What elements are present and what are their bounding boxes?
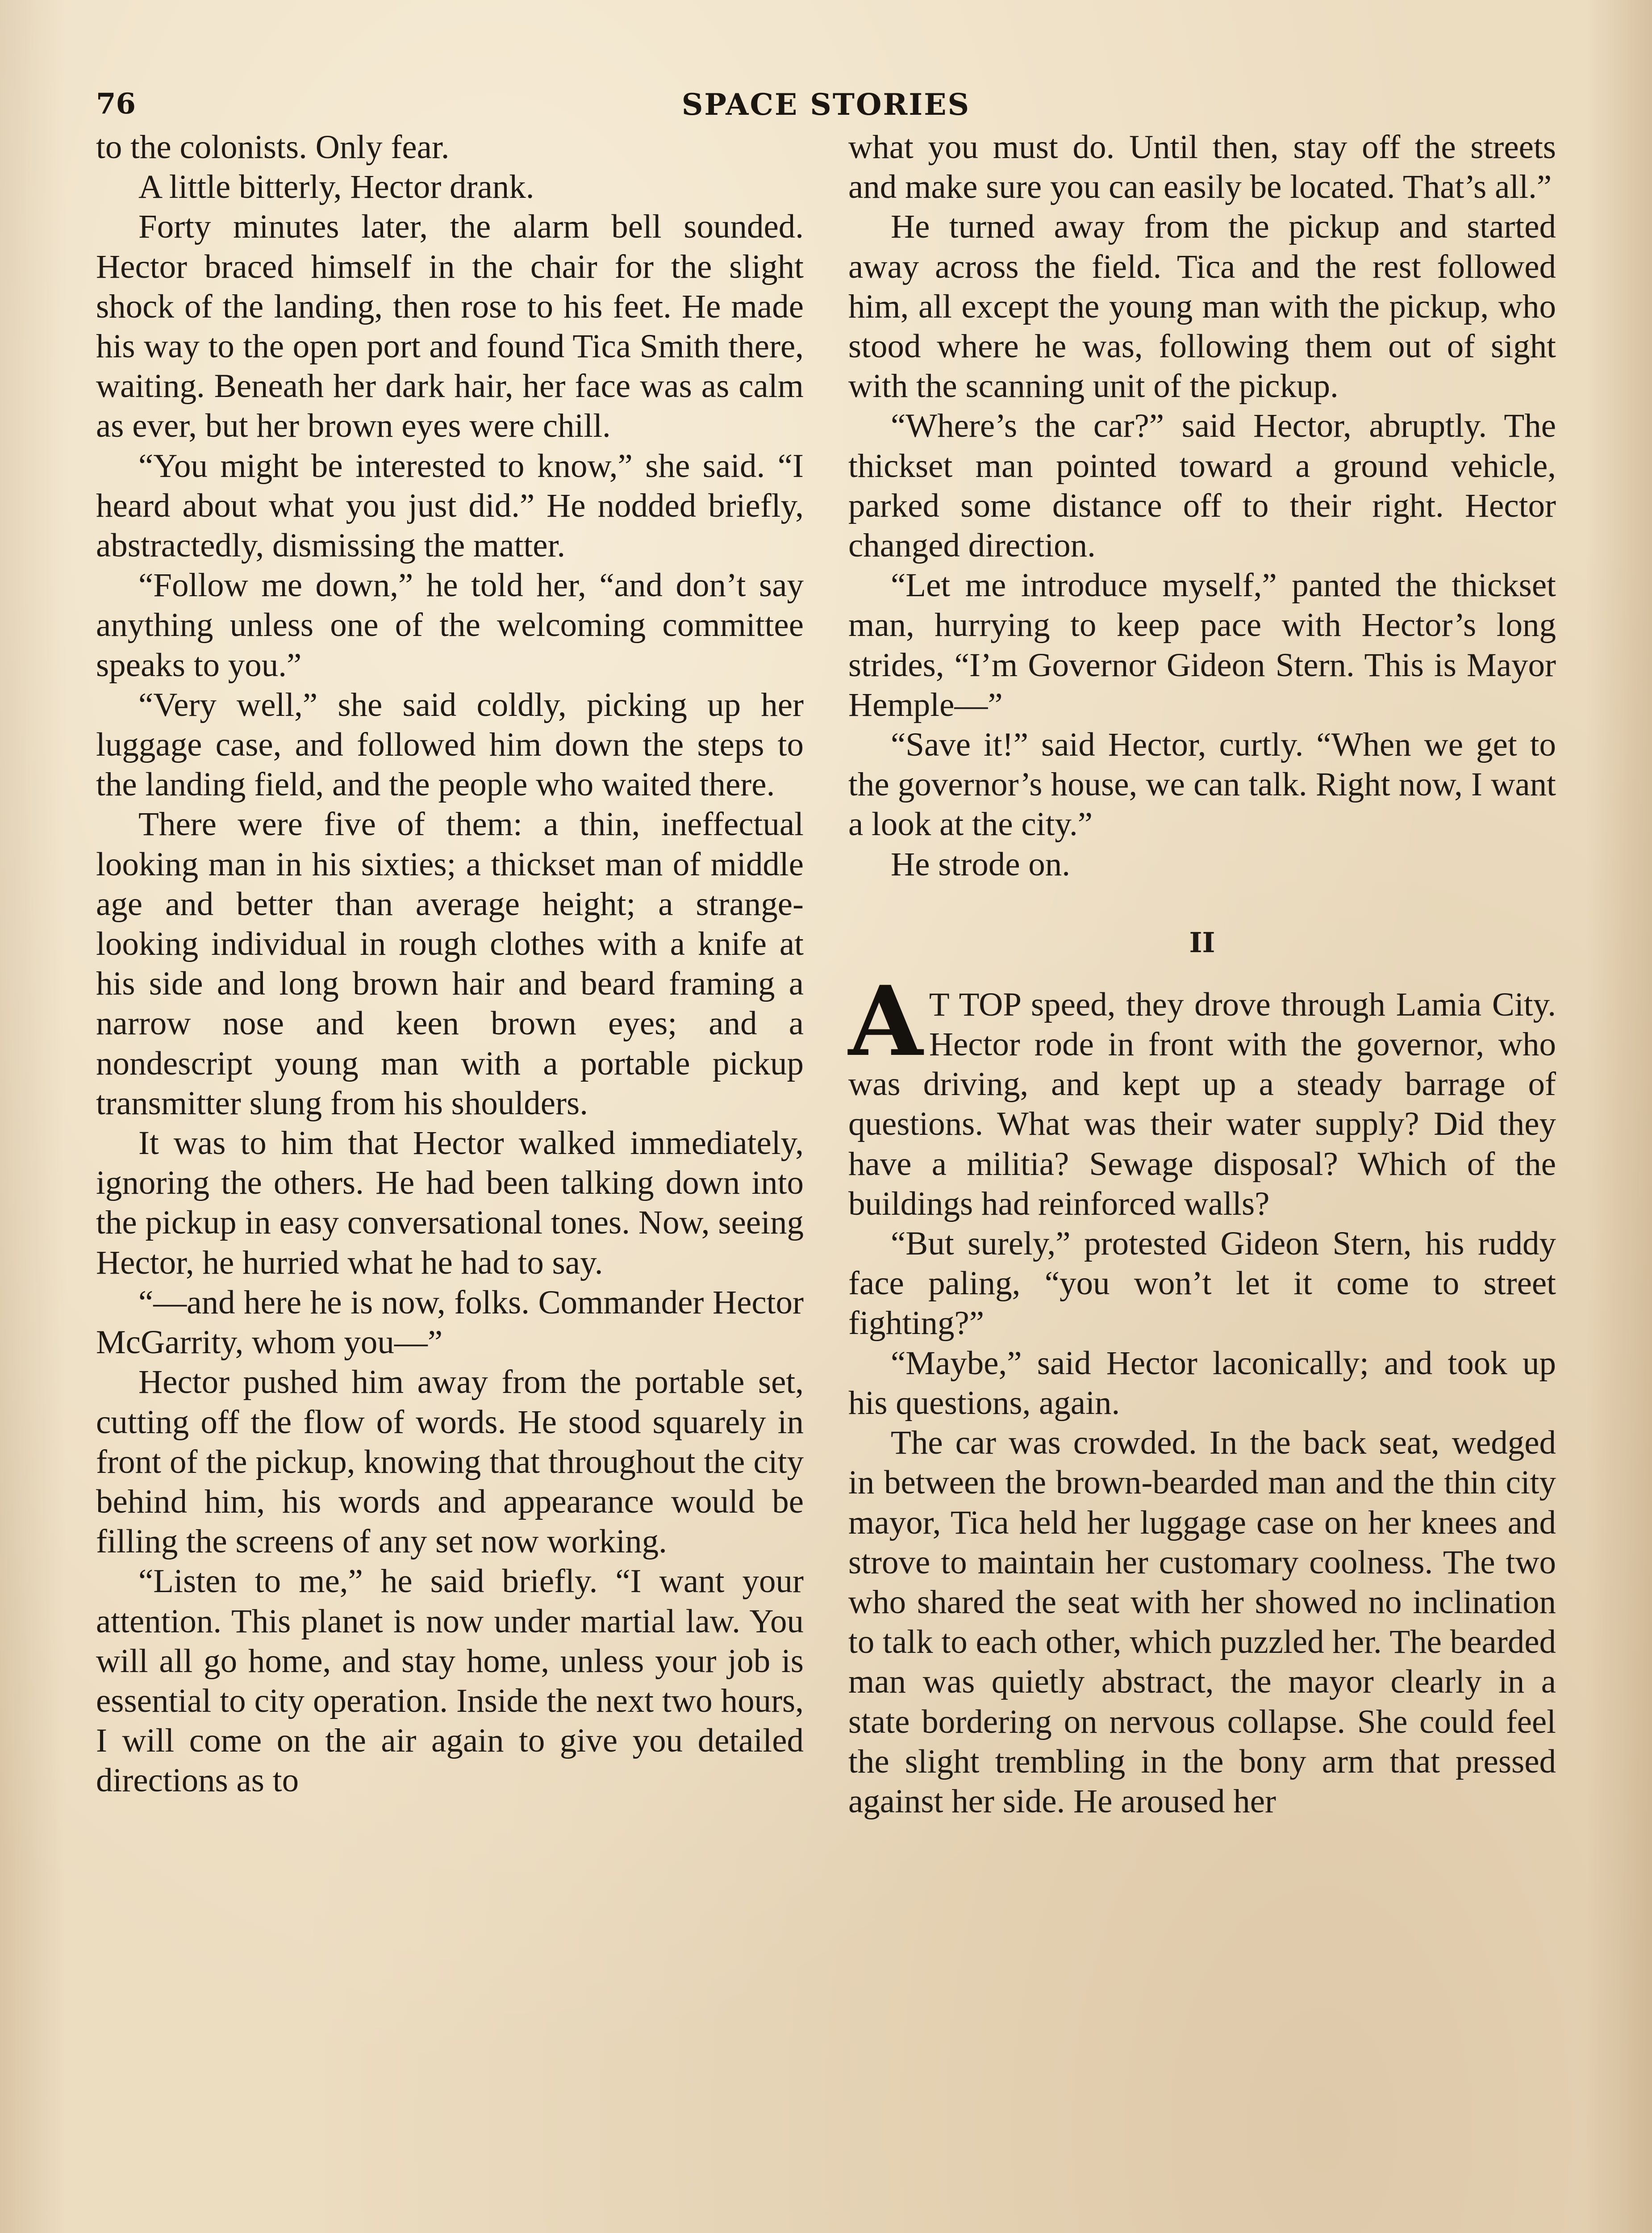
paragraph: It was to him that Hector walked immediately, ignoring the others. He had been talking down into the pickup in easy conversational tones. Now, seeing Hector, he hurried what he had to say. (96, 1125, 804, 1281)
paragraph: “Follow me down,” he told her, “and don’t say anything unless one of the welcoming committee speaks to you.” (96, 567, 804, 684)
paragraph: what you must do. Until then, stay off the streets and make sure you can easily be located. That’s all.” (848, 129, 1556, 206)
paragraph: He strode on. (891, 845, 1070, 883)
paragraph: Hector pushed him away from the portable set, cutting off the flow of words. He stood squarely in front of the pickup, knowing that throughout the city behind him, his words and appearance would be filling the screens of any set now working. (96, 1363, 804, 1560)
paragraph: He turned away from the pickup and started away across the field. Tica and the rest followed him, all except the young man with the pickup, who stood where he was, following them out of sight with the scanning unit of the pickup. (848, 208, 1556, 405)
paragraph: “Maybe,” said Hector laconically; and took up his questions, again. (848, 1344, 1556, 1422)
paragraph: to the colonists. Only fear. (96, 129, 450, 166)
paragraph: The car was crowded. In the back seat, wedged in between the brown-bearded man and the thin city mayor, Tica held her luggage case on her knees and strove to maintain her customary coolness. The two who shared the seat with her showed no inclination to talk to each other, which puzzled her. The bearded man was quietly abstract, the mayor clearly in a state bordering on nervous collapse. She could feel the slight trembling in the bony arm that pressed against her side. He aroused her (848, 1424, 1556, 1820)
paragraph: “—and here he is now, folks. Commander Hector McGarrity, whom you—” (96, 1284, 804, 1361)
paragraph: “Where’s the car?” said Hector, abruptly. The thickset man pointed toward a ground vehicle, parked some distance off to their right. Hector changed direction. (848, 407, 1556, 565)
paragraph: A little bitterly, Hector drank. (138, 168, 534, 206)
dropcap-letter: A (848, 964, 923, 1078)
paragraph: “Let me introduce myself,” panted the thickset man, hurrying to keep pace with Hector’s long strides, “I’m Governor Gideon Stern. This is Mayor Hemple—” (848, 567, 1556, 723)
page-number: 76 (96, 87, 136, 121)
paragraph: “You might be interested to know,” she said. “I heard about what you just did.” He nodded briefly, abstractedly, dismissing the matter. (96, 447, 804, 565)
paragraph: “Save it!” said Hector, curtly. “When we get to the governor’s house, we can talk. Right now, I want a look at the city.” (848, 726, 1556, 843)
section-heading: II (1189, 926, 1215, 959)
paragraph: Forty minutes later, the alarm bell sounded. Hector braced himself in the chair for the slight shock of the landing, then rose to his feet. He made his way to the open port and found Tica Smith there, waiting. Beneath her dark hair, her face was as calm as ever, but her brown eyes were chill. (96, 208, 804, 445)
dropcap-paragraph (848, 964, 1556, 1224)
running-head: SPACE STORIES (681, 87, 971, 122)
paragraph: “But surely,” protested Gideon Stern, his ruddy face paling, “you won’t let it come to street fighting?” (848, 1225, 1556, 1342)
paragraph: “Listen to me,” he said briefly. “I want your attention. This planet is now under martial law. You will all go home, and stay home, unless your job is essential to city operation. Inside the next two hours, I will come on the air again to give you detailed directions as to (96, 1563, 804, 1799)
left-column (96, 127, 804, 1801)
page-header (96, 78, 1556, 132)
dropcap-paragraph-text: T TOP speed, they drove through Lamia City. Hector rode in front with the governor, who was driving, and kept up a steady barrage of questions. What was their water supply? Did they have a militia? Sewage disposal? Which of the buildings had reinforced walls? (848, 986, 1556, 1222)
right-column (848, 127, 1556, 1821)
paragraph: “Very well,” she said coldly, picking up her luggage case, and followed him down the steps to the landing field, and the people who waited there. (96, 686, 804, 803)
paragraph: There were five of them: a thin, ineffectual looking man in his sixties; a thickset man of middle age and better than average height; a strange-looking individual in rough clothes with a knife at his side and long brown hair and beard framing a narrow nose and keen brown eyes; and a nondescript young man with a portable pickup transmitter slung from his shoulders. (96, 806, 804, 1122)
